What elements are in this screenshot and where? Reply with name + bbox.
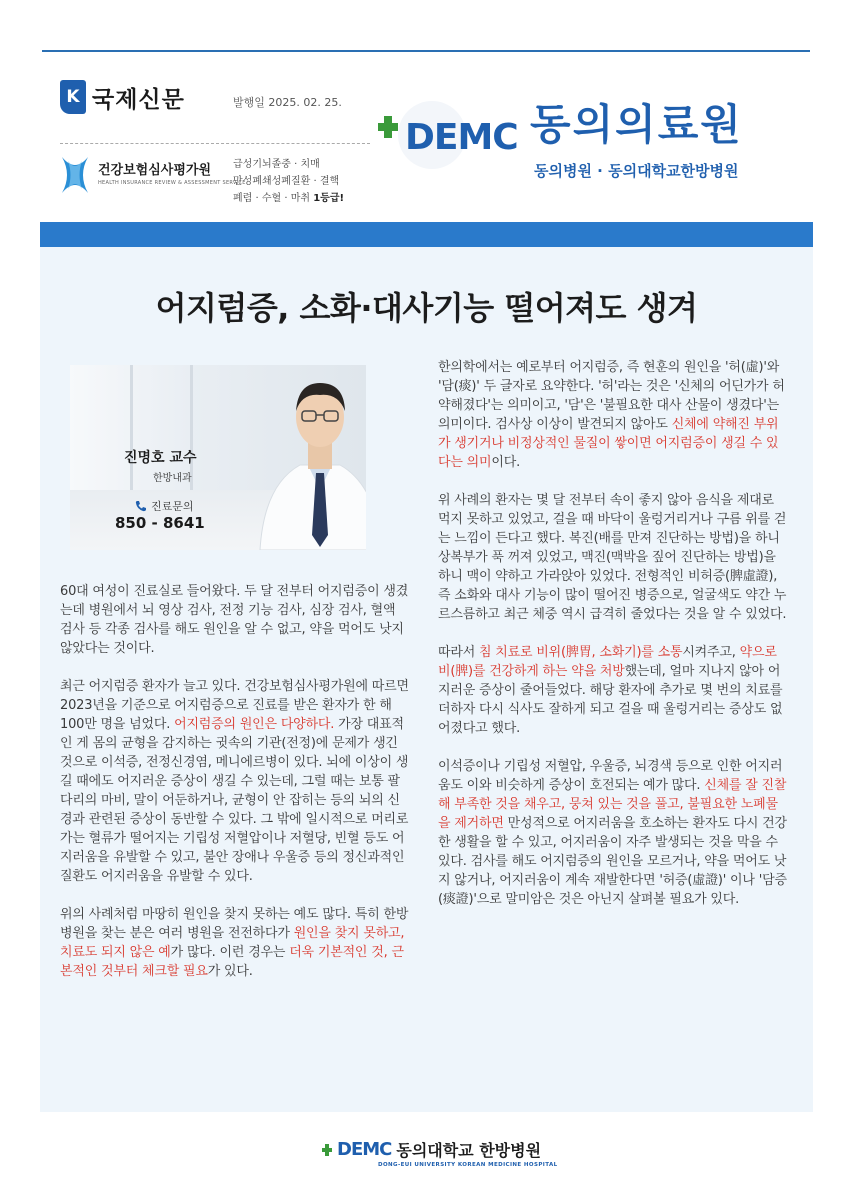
article-paragraph <box>60 905 410 981</box>
demc-logo-text: DEMC <box>405 117 518 158</box>
newspaper-logo <box>60 80 185 114</box>
doctor-department: 한방내과 <box>153 473 192 484</box>
body-text: 위 사례의 환자는 몇 달 전부터 속이 좋지 않아 음식을 제대로 먹지 못하고 있었고, 걸을 때 바닥이 울렁거리거나 구름 위를 걷는 느낌이 든다고 했다. 복진(배를 만져 진단하는 방법)을 하니 상복부가 푹 꺼져 있었고, 맥진(맥박을 짚어 진단하는 방법)을 하니 맥이 약하고 가라앉아 있었다. 전형적인 비허증(脾虛證), 즉 소화와 대사 기능이 많이 떨어진 병증으로, 얼굴색도 약간 누르스름하고 최근 체중 역시 급격히 줄었다는 것을 알 수 있었다. <box>438 493 787 622</box>
article-headline: 어지럼증, 소화·대사기능 떨어져도 생겨 <box>155 289 698 327</box>
inquiry <box>135 498 194 514</box>
highlight-text: 침 치료로 비위(脾胃, 소화기)를 소통 <box>479 645 683 660</box>
phone-number: 850 - 8641 <box>115 514 205 532</box>
article-paragraph <box>438 358 790 472</box>
body-text: 한의학에서는 예로부터 어지럼증, 즉 현훈의 원인을 '허(虛)'와 '담(痰)' 두 글자로 요약한다. '허'라는 것은 '신체의 어딘가가 허약해졌다'는 의미이고, '담'은 '불필요한 대사 산물이 생겼다'는 의미이다. 검사상 이상이 발견되지 않아도 <box>438 360 785 432</box>
article-right-column <box>438 358 790 928</box>
footer-hospital-name: 동의대학교 한방병원 <box>396 1141 542 1160</box>
highlight-text: 신체에 약해진 부위가 생기거나 비정상적인 물질이 쌓이면 어지럼증이 생길 수 있다는 의미 <box>438 417 779 470</box>
inquiry-label: 진료문의 <box>151 500 194 513</box>
body-text: 이다. <box>491 455 521 470</box>
body-text: 위의 사례처럼 마땅히 원인을 찾지 못하는 예도 많다. 특히 한방병원을 찾는 분은 여러 병원을 전전하다가 <box>60 907 409 941</box>
footer-cross-icon <box>322 1144 332 1156</box>
highlight-text: 약으로 비(脾)를 건강하게 하는 약을 처방 <box>438 645 777 679</box>
highlight-text: 신체를 잘 진찰해 부족한 것을 채우고, 뭉쳐 있는 것을 풀고, 불필요한 노폐물을 제거하면 <box>438 778 787 831</box>
article-paragraph <box>438 643 790 738</box>
article-left-column <box>60 582 410 1000</box>
newspaper-k-icon: K <box>60 80 86 114</box>
hospital-title: 동의의료원 <box>530 100 743 149</box>
phone-icon <box>135 500 147 512</box>
agency-subtitle: HEALTH INSURANCE REVIEW & ASSESSMENT SERVICE <box>98 180 246 187</box>
agency-name: 건강보험심사평가원 <box>98 162 212 178</box>
doctor-figure <box>250 365 366 550</box>
newspaper-name: 국제신문 <box>92 86 185 113</box>
article-paragraph <box>438 491 790 624</box>
header-blue-bar <box>40 222 813 247</box>
body-text: 60대 여성이 진료실로 들어왔다. 두 달 전부터 어지럼증이 생겼는데 병원에서 뇌 영상 검사, 전정 기능 검사, 심장 검사, 혈액 검사 등 각종 검사를 해도 원인을 알 수 없고, 약을 먹어도 낫지 않았다는 것이다. <box>60 584 409 656</box>
body-text: 시켜주고, <box>682 645 740 660</box>
agency-logo <box>60 155 246 195</box>
top-rule <box>42 50 810 52</box>
body-text: 가 많다. 이런 경우는 <box>170 945 290 960</box>
header-divider <box>60 143 370 144</box>
highlight-text: 더욱 기본적인 것, 근본적인 것부터 체크할 필요 <box>60 945 404 979</box>
grade-line: 폐렴 · 수혈 · 마취 1등급! <box>233 193 345 204</box>
article-paragraph <box>438 757 790 909</box>
highlight-text: 원인을 찾지 못하고, 치료도 되지 않은 예 <box>60 926 405 960</box>
body-text: 만성적으로 어지러움을 호소하는 환자도 다시 건강한 생활을 할 수 있고, 어지러움이 자주 발생되는 것을 막을 수 있다. 검사를 해도 어지럼증의 원인을 모르거나, 약을 먹어도 낫지 않거나, 어지러움이 계속 재발한다면 '허증(虛證)' 이나 '담증(痰證)'으로 말미암은 것은 아닌지 살펴볼 필요가 있다. <box>438 816 787 907</box>
issue-date: 발행일 2025. 02. 25. <box>233 96 342 109</box>
grade-list <box>233 156 344 207</box>
body-text: 가 있다. <box>207 964 253 979</box>
hospital-subtitle: 동의병원 · 동의대학교한방병원 <box>534 162 739 180</box>
agency-x-icon <box>60 155 90 195</box>
body-text: 했는데, 얼마 지나지 않아 어지러운 증상이 줄어들었다. 해당 환자에 추가로 몇 번의 치료를 더하자 다시 식사도 잘하게 되고 걸을 때 울렁거리는 증상도 없어졌다고 했다. <box>438 664 783 736</box>
body-text: 이석증이나 기립성 저혈압, 우울증, 뇌경색 등으로 인한 어지러움도 이와 비슷하게 증상이 호전되는 예가 많다. <box>438 759 783 793</box>
body-text: 따라서 <box>438 645 480 660</box>
footer-hospital-english: DONG-EUI UNIVERSITY KOREAN MEDICINE HOSPITAL <box>378 1162 558 1168</box>
body-text: 최근 어지럼증 환자가 늘고 있다. 건강보험심사평가원에 따르면 2023년을 기준으로 어지럼증으로 진료를 받은 환자가 한 해 100만 명을 넘었다. <box>60 679 409 732</box>
doctor-name: 진명호 교수 <box>124 450 197 466</box>
article-paragraph <box>60 677 410 886</box>
grade-line: 만성폐쇄성폐질환 · 결핵 <box>233 176 340 187</box>
footer-logo <box>322 1138 541 1161</box>
grade-highlight: 1등급! <box>313 193 345 204</box>
article-paragraph <box>60 582 410 658</box>
footer-demc-text: DEMC <box>337 1139 392 1160</box>
highlight-text: 어지럼증의 원인은 다양하다. <box>174 717 335 732</box>
body-text: 가장 대표적인 게 몸의 균형을 감지하는 귓속의 기관(전정)에 문제가 생긴 것으로 이석증, 전정신경염, 메니에르병이 있다. 뇌에 이상이 생길 때에도 어지러운 증상이 생길 수 있는데, 그럴 때는 보통 팔다리의 마비, 말이 어둔하거나, 균형이 안 잡히는 등의 뇌의 신경과 관련된 증상이 동반할 수 있다. 그 밖에 일시적으로 머리로 가는 혈류가 떨어지는 기립성 저혈압이나 저혈당, 빈혈 등도 어지러움을 유발할 수 있고, 불안 장애나 우울증 등의 정신과적인 질환도 어지러움을 유발할 수 있다. <box>60 717 409 884</box>
grade-line: 급성기뇌졸중 · 치매 <box>233 159 320 170</box>
